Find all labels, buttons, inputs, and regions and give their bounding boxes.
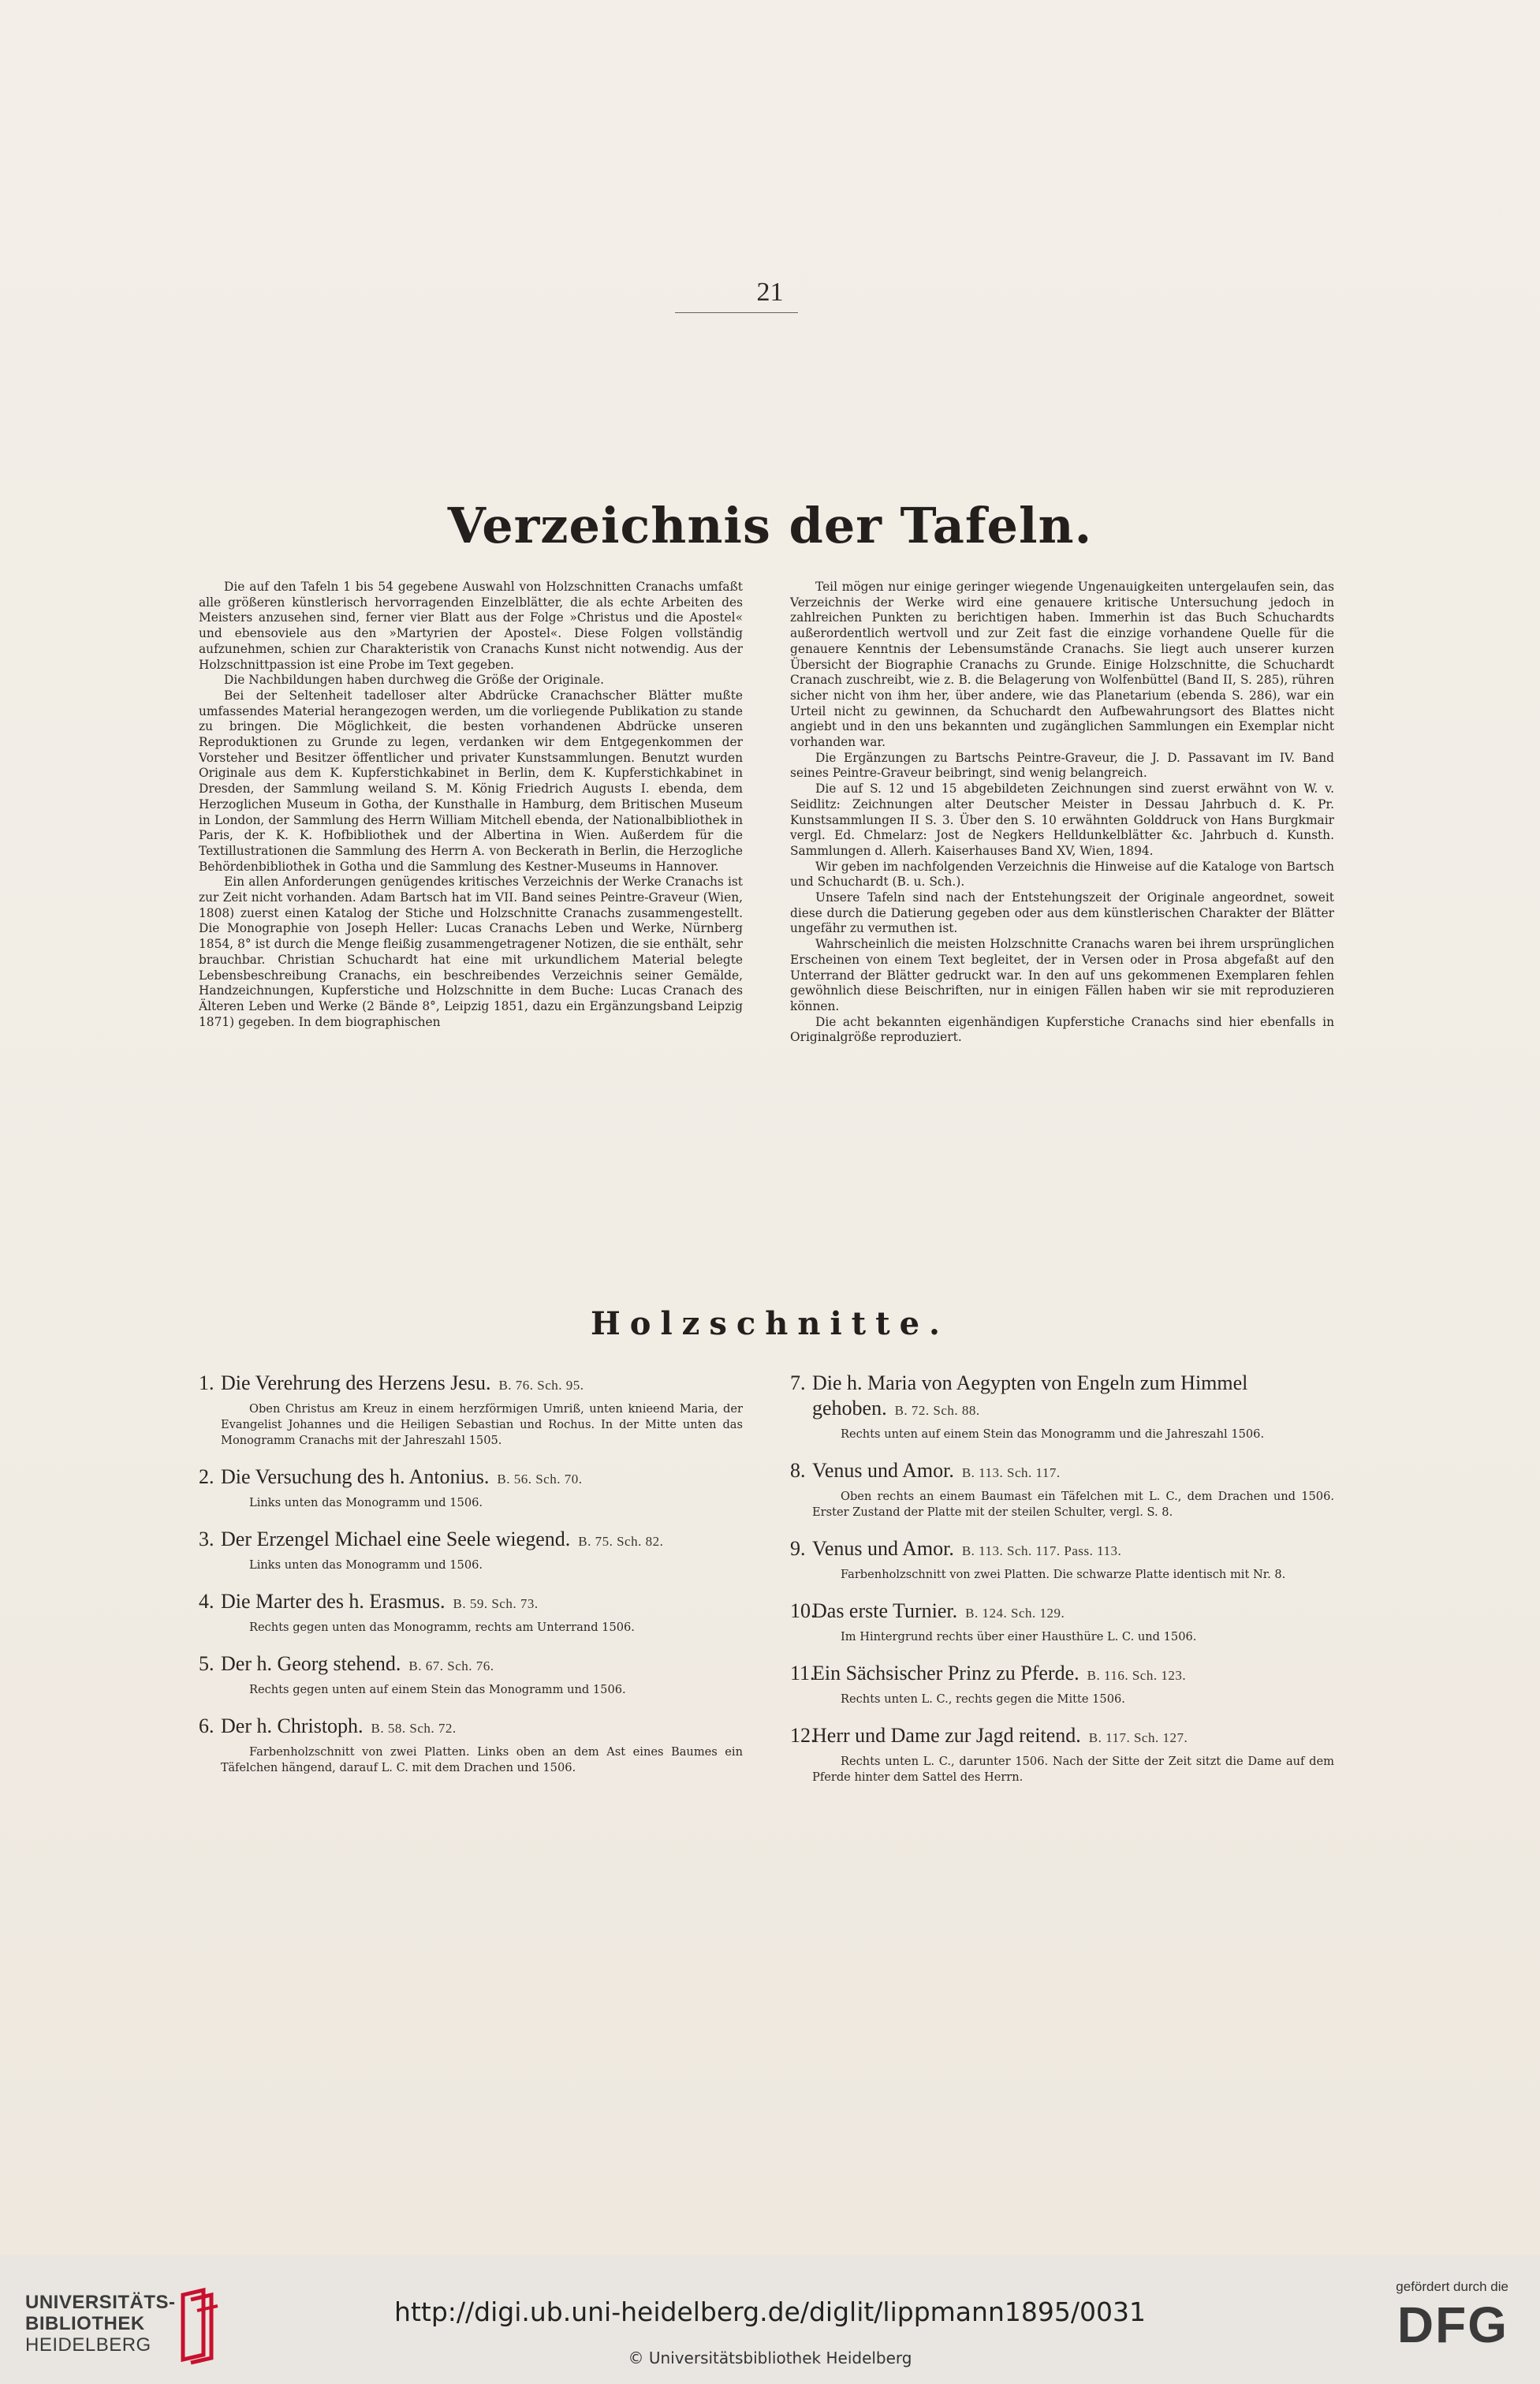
catalogue-entry	[790, 1536, 1334, 1583]
intro-column-left	[199, 580, 743, 1046]
intro-paragraph: Unsere Tafeln sind nach der Entstehungszeit der Originale angeordnet, soweit diese durch die Datierung gegeben oder aus dem künstlerischen Charakter der Blätter ungefähr zu vermuthen ist.	[790, 890, 1334, 936]
catalogue-entry	[199, 1527, 743, 1573]
entry-catalogue-reference: B. 72. Sch. 88.	[894, 1403, 980, 1418]
entry-title: Der h. Christoph.	[221, 1714, 364, 1737]
footer-bar	[0, 2255, 1540, 2384]
catalogue-entry	[199, 1714, 743, 1776]
catalogue-column-right	[790, 1371, 1334, 1801]
entry-number: 11.	[790, 1662, 815, 1684]
entry-title: Die Marter des h. Erasmus.	[221, 1590, 446, 1613]
entry-heading	[199, 1651, 743, 1679]
entry-number: 10.	[790, 1599, 816, 1622]
intro-paragraph: Teil mögen nur einige geringer wiegende Ungenauigkeiten untergelaufen sein, das Verzeichnis der Werke wird eine genauere kritische Untersuchung jedoch in zahlreichen Punkten zu berichtigen haben. Immerhin ist das Buch Schuchardts außerordentlich wertvoll und zur Zeit fast die einzige vorhandene Quelle für die genauere Kenntnis der Lebensumstände Cranachs. Sie liegt auch unserer kurzen Übersicht der Biographie Cranachs zu Grunde. Einige Holzschnitte, die Schuchardt Cranach zuschreibt, wie z. B. die Belagerung von Wolfenbüttel (Band II, S. 285), rühren sicher nicht von ihm her, über andere, wie das Planetarium (ebenda S. 286), war ein Urteil nicht zu gewinnen, da Schuchardt den Aufbewahrungsort des Blattes nicht angiebt und in den uns bekannten und zugänglichen Sammlungen ein Exemplar nicht vorhanden war.	[790, 580, 1334, 750]
entry-description: Rechts unten L. C., rechts gegen die Mitte 1506.	[841, 1692, 1125, 1706]
entry-description: Oben Christus am Kreuz in einem herzförmigen Umriß, unten knieend Maria, der Evangelist Johannes und die Heiligen Sebastian und Rochus. In der Mitte unten das Monogramm Cranachs mit der Jahreszahl 1505.	[221, 1402, 743, 1447]
entry-title: Venus und Amor.	[812, 1537, 954, 1560]
entry-title: Die h. Maria von Aegypten von Engeln zum Himmel gehoben.	[812, 1371, 1248, 1420]
entry-heading	[790, 1661, 1334, 1688]
entry-catalogue-reference: B. 117. Sch. 127.	[1088, 1730, 1188, 1745]
entry-heading	[790, 1536, 1334, 1564]
dfg-funding[interactable]	[1367, 2279, 1508, 2366]
entry-number: 8.	[790, 1459, 806, 1482]
entry-heading	[199, 1714, 743, 1741]
catalogue-entry	[199, 1464, 743, 1511]
entry-title: Ein Sächsischer Prinz zu Pferde.	[812, 1662, 1079, 1684]
entry-number: 7.	[790, 1371, 806, 1394]
entry-description: Rechts unten L. C., darunter 1506. Nach der Sitte der Zeit sitzt die Dame auf dem Pferde hinter dem Sattel des Herrn.	[812, 1755, 1334, 1784]
library-name-line3: HEIDELBERG	[25, 2334, 151, 2356]
entry-title: Die Verehrung des Herzens Jesu.	[221, 1371, 491, 1394]
entry-description: Rechts gegen unten das Monogramm, rechts am Unterrand 1506.	[249, 1621, 635, 1634]
library-name-line1: UNIVERSITÄTS-	[25, 2292, 176, 2313]
entry-number: 2.	[199, 1465, 214, 1488]
entry-number: 4.	[199, 1590, 214, 1613]
entry-description: Links unten das Monogramm und 1506.	[249, 1496, 483, 1509]
intro-column-right	[790, 580, 1334, 1046]
entry-heading	[790, 1599, 1334, 1626]
entry-description: Im Hintergrund rechts über einer Hausthüre L. C. und 1506.	[841, 1630, 1197, 1643]
entry-heading	[199, 1527, 743, 1554]
entry-description: Farbenholzschnitt von zwei Platten. Links oben an dem Ast eines Baumes ein Täfelchen hängend, darauf L. C. mit dem Drachen und 1506.	[221, 1745, 743, 1774]
catalogue-entry	[199, 1371, 743, 1449]
intro-paragraph: Bei der Seltenheit tadelloser alter Abdrücke Cranachscher Blätter mußte umfassendes Material herangezogen werden, um die vorliegende Publikation zu stande zu bringen. Die Möglichkeit, die besten vorhandenen Abdrücke unseren Reproduktionen zu Grunde zu legen, verdanken wir dem Entgegenkommen der Vorsteher und Besitzer öffentlicher und privater Kunstsammlungen. Benutzt wurden Originale aus dem K. Kupferstichkabinet in Berlin, dem K. Kupferstichkabinet in Dresden, der Sammlung weiland S. M. König Friedrich Augusts I. ebenda, dem Herzoglichen Museum in Gotha, der Kunsthalle in Hamburg, dem Britischen Museum in London, der Sammlung des Herrn William Mitchell ebenda, der Nationalbibliothek in Paris, der K. K. Hofbibliothek und der Albertina in Wien. Außerdem für die Textillustrationen die Sammlung des Herrn A. von Beckerath in Berlin, die Herzogliche Behördenbibliothek in Gotha und die Sammlung des Kestner-Museums in Hannover.	[199, 688, 743, 874]
funding-caption: gefördert durch die	[1396, 2279, 1508, 2294]
section-title: Holzschnitte.	[591, 1305, 949, 1342]
entry-number: 1.	[199, 1371, 214, 1394]
catalogue-entry	[790, 1661, 1334, 1707]
page-title: Verzeichnis der Tafeln.	[447, 497, 1093, 554]
entry-catalogue-reference: B. 116. Sch. 123.	[1087, 1668, 1187, 1683]
entry-catalogue-reference: B. 76. Sch. 95.	[498, 1378, 584, 1393]
entry-title: Der Erzengel Michael eine Seele wiegend.	[221, 1528, 571, 1550]
entry-heading	[199, 1464, 743, 1492]
entry-catalogue-reference: B. 113. Sch. 117. Pass. 113.	[961, 1543, 1122, 1558]
entry-catalogue-reference: B. 67. Sch. 76.	[408, 1658, 494, 1673]
intro-text	[199, 580, 1334, 1046]
intro-paragraph: Die Ergänzungen zu Bartschs Peintre-Graveur, die J. D. Passavant im IV. Band seines Peintre-Graveur beibringt, sind wenig belangreich.	[790, 750, 1334, 781]
entry-title: Herr und Dame zur Jagd reitend.	[812, 1724, 1081, 1747]
catalogue-entry	[199, 1589, 743, 1636]
entry-number: 3.	[199, 1528, 214, 1550]
entry-heading	[199, 1589, 743, 1617]
intro-paragraph: Ein allen Anforderungen genügendes kritisches Verzeichnis der Werke Cranachs ist zur Zeit nicht vorhanden. Adam Bartsch hat im VII. Band seines Peintre-Graveur (Wien, 1808) zuerst einen Katalog der Stiche und Holzschnitte Cranachs zusammengestellt. Die Monographie von Joseph Heller: Lucas Cranachs Leben und Werke, Nürnberg 1854, 8° ist durch die Menge fleißig zusammengetragener Notizen, die sie enthält, sehr brauchbar. Christian Schuchardt hat eine mit urkundlichem Material belegte Lebensbeschreibung Cranachs, ein beschreibendes Verzeichnis seiner Gemälde, Handzeichnungen, Kupferstiche und Holzschnitte in dem Buche: Lucas Cranach des Älteren Leben und Werke (2 Bände 8°, Leipzig 1851, dazu ein Ergänzungsband Leipzig 1871) gegeben. In dem biographischen	[199, 875, 743, 1029]
copyright-notice: © Universitätsbibliothek Heidelberg	[628, 2349, 912, 2367]
library-name-line2: BIBLIOTHEK	[25, 2313, 145, 2334]
intro-paragraph: Wir geben im nachfolgenden Verzeichnis die Hinweise auf die Kataloge von Bartsch und Schuchardt (B. u. Sch.).	[790, 859, 1334, 890]
entry-description: Farbenholzschnitt von zwei Platten. Die schwarze Platte identisch mit Nr. 8.	[841, 1568, 1286, 1581]
entry-catalogue-reference: B. 124. Sch. 129.	[965, 1606, 1065, 1621]
catalogue-column-left	[199, 1371, 743, 1801]
entry-heading	[790, 1723, 1334, 1751]
catalogue	[199, 1371, 1334, 1801]
entry-description: Rechts unten auf einem Stein das Monogramm und die Jahreszahl 1506.	[841, 1427, 1265, 1441]
entry-catalogue-reference: B. 56. Sch. 70.	[497, 1472, 583, 1487]
intro-paragraph: Die auf den Tafeln 1 bis 54 gegebene Auswahl von Holzschnitten Cranachs umfaßt alle größeren künstlerisch hervorragenden Einzelblätter, die als echte Arbeiten des Meisters anzusehen sind, ferner vier Blatt aus der Folge »Christus und die Apostel« und ebensoviele aus den »Martyrien der Apostel«. Diese Folgen vollständig aufzunehmen, schien zur Charakteristik von Cranachs Kunst nicht notwendig. Aus der Holzschnittpassion ist eine Probe im Text gegeben.	[199, 580, 743, 672]
intro-paragraph: Die acht bekannten eigenhändigen Kupferstiche Cranachs sind hier ebenfalls in Originalgröße reproduziert.	[790, 1014, 1334, 1045]
catalogue-entry	[790, 1371, 1334, 1442]
intro-paragraph: Die auf S. 12 und 15 abgebildeten Zeichnungen sind zuerst erwähnt von W. v. Seidlitz: Zeichnungen alter Deutscher Meister in Dessau Jahrbuch d. K. Pr. Kunstsammlungen II S. 3. Über den S. 10 erwähnten Golddruck von Hans Burgkmair vergl. Ed. Chmelarz: Jost de Negkers Helldunkelblätter &c. Jahrbuch d. Kunsth. Sammlungen d. Allerh. Kaiserhauses Band XV, Wien, 1894.	[790, 782, 1334, 858]
entry-description: Links unten das Monogramm und 1506.	[249, 1558, 483, 1572]
catalogue-entry	[199, 1651, 743, 1698]
entry-description: Oben rechts an einem Baumast ein Täfelchen mit L. C., dem Drachen und 1506. Erster Zustand der Platte mit der steilen Schulter, vergl. S. 8.	[812, 1490, 1334, 1519]
intro-paragraph: Die Nachbildungen haben durchweg die Größe der Originale.	[224, 673, 604, 688]
entry-number: 9.	[790, 1537, 806, 1560]
page-number: 21	[756, 278, 784, 307]
entry-heading	[199, 1371, 743, 1398]
page-number-rule	[675, 312, 798, 313]
entry-title: Die Versuchung des h. Antonius.	[221, 1465, 490, 1488]
permalink-url[interactable]: http://digi.ub.uni-heidelberg.de/diglit/lippmann1895/0031	[394, 2296, 1146, 2327]
entry-heading	[790, 1458, 1334, 1486]
intro-paragraph: Wahrscheinlich die meisten Holzschnitte Cranachs waren bei ihrem ursprünglichen Erscheinen von einem Text begleitet, der in Versen oder in Prosa abgefaßt auf den Unterrand der Blätter gedruckt war. In den auf uns gekommenen Exemplaren fehlen gewöhnlich diese Beischriften, nur in einigen Fällen haben wir sie mit reproduzieren können.	[790, 937, 1334, 1013]
entry-title: Das erste Turnier.	[812, 1599, 958, 1622]
entry-catalogue-reference: B. 59. Sch. 73.	[453, 1596, 539, 1611]
entry-catalogue-reference: B. 75. Sch. 82.	[578, 1534, 664, 1549]
entry-title: Venus und Amor.	[812, 1459, 954, 1482]
dfg-logo: DFG	[1396, 2296, 1508, 2353]
entry-description: Rechts gegen unten auf einem Stein das Monogramm und 1506.	[249, 1683, 626, 1696]
entry-number: 6.	[199, 1714, 214, 1737]
entry-catalogue-reference: B. 58. Sch. 72.	[371, 1721, 457, 1736]
catalogue-entry	[790, 1599, 1334, 1645]
entry-catalogue-reference: B. 113. Sch. 117.	[961, 1465, 1061, 1480]
catalogue-entry	[790, 1458, 1334, 1520]
entry-title: Der h. Georg stehend.	[221, 1652, 401, 1675]
entry-number: 12.	[790, 1724, 816, 1747]
entry-heading	[790, 1371, 1334, 1423]
entry-number: 5.	[199, 1652, 214, 1675]
catalogue-entry	[790, 1723, 1334, 1785]
